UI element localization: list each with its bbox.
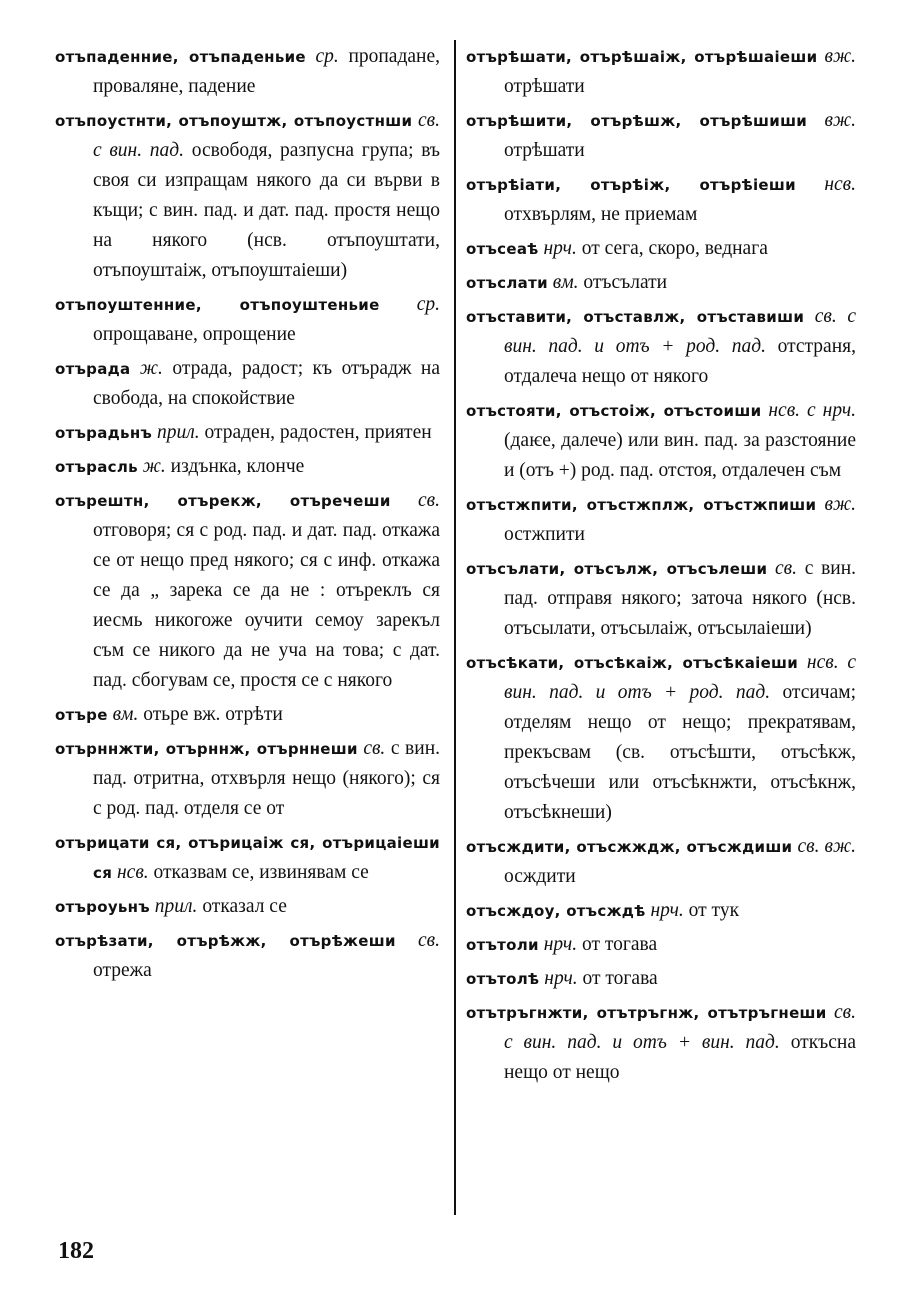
entry-headword: отъстояти, отъстоіж, отъстоиши xyxy=(466,402,762,420)
entry-definition: опрощаване, опрощение xyxy=(93,324,296,345)
entry-headword: отърадьнъ xyxy=(55,424,153,442)
entry-definition: издънка, клонче xyxy=(170,456,305,477)
entry-grammar: нрч. xyxy=(543,934,578,955)
entry-headword: отъпаденние, отъпаденьие xyxy=(55,48,306,66)
entry-definition: освободя, разпусна група; въ своя си изпращам някого да си върви в къщи; с вин. пад. и дат. пад. простя нещо на някого (нсв. отъпоуштати, отъпоуштаіж, отъпоуштаіеши) xyxy=(93,140,441,281)
entry-definition: отраден, радостен, приятен xyxy=(204,422,432,443)
dictionary-entry xyxy=(55,486,440,696)
entry-headword: отъстжпити, отъстжплж, отъстжпиши xyxy=(466,496,817,514)
entry-definition: остжпити xyxy=(504,524,585,545)
entry-grammar: св. с вин. пад. и отъ + род. пад. xyxy=(504,306,857,357)
dictionary-entry xyxy=(55,354,440,414)
dictionary-entry xyxy=(466,42,856,102)
dictionary-entry xyxy=(466,170,856,230)
entry-headword: отъроуьнъ xyxy=(55,898,150,916)
dictionary-entry xyxy=(55,290,440,350)
entry-definition: отрѣшати xyxy=(504,76,585,97)
entry-headword: отъставити, отъставлж, отъставиши xyxy=(466,308,805,326)
dictionary-entry xyxy=(466,832,856,892)
entry-headword: отърѣшати, отърѣшаіж, отърѣшаіеши xyxy=(466,48,818,66)
column-divider xyxy=(454,40,456,1215)
page-number: 182 xyxy=(58,1238,94,1264)
entry-grammar: вм. xyxy=(112,704,139,725)
entry-definition: с вин. пад. отправя някого; заточа някого (нсв. отъсылати, отъсылаіж, отъсылаіеши) xyxy=(504,558,857,639)
entry-headword: отърештн, отърекж, отъречеши xyxy=(55,492,391,510)
dictionary-entry xyxy=(466,930,856,960)
entry-definition: от тук xyxy=(688,900,740,921)
dictionary-entry xyxy=(55,42,440,102)
dictionary-entry xyxy=(466,998,856,1088)
dictionary-entry xyxy=(55,106,440,286)
entry-definition: с вин. пад. отритна, отхвърля нещо (някого); ся с род. пад. отделя се от xyxy=(93,738,441,819)
entry-headword: отъре xyxy=(55,706,108,724)
entry-headword: отътоли xyxy=(466,936,539,954)
entry-grammar: нсв. xyxy=(824,174,856,195)
dictionary-entry xyxy=(55,734,440,824)
entry-headword: отъслати xyxy=(466,274,548,292)
entry-grammar: нрч. xyxy=(543,238,577,259)
dictionary-entry xyxy=(466,490,856,550)
entry-grammar: прил. xyxy=(154,896,198,917)
entry-grammar: св. с вин. пад. xyxy=(93,110,440,161)
entry-grammar: нсв. xyxy=(117,862,149,883)
entry-definition: отговоря; ся с род. пад. и дат. пад. откажа се от нещо пред някого; ся с инф. откажа се да „ зарека се да не : отърeклъ ся иесмь никогоже оучити семоу зарекъл съм се никого да не уча на това; с дат. пад. сбогувам се, простя се с някого xyxy=(93,520,440,691)
entry-grammar: прил. xyxy=(156,422,200,443)
entry-definition: осждити xyxy=(504,866,576,887)
entry-definition: от сега, скоро, веднага xyxy=(581,238,768,259)
entry-headword: отъпоустнти, отъпоуштж, отъпоустнши xyxy=(55,112,413,130)
dictionary-entry xyxy=(466,234,856,264)
entry-headword: отъсеаѣ xyxy=(466,240,539,258)
entry-definition: отрѣшати xyxy=(504,140,585,161)
dictionary-entry xyxy=(55,418,440,448)
entry-headword: отъсждоу, отъсждѣ xyxy=(466,902,646,920)
entry-headword: отърада xyxy=(55,360,131,378)
entry-grammar: нрч. xyxy=(544,968,578,989)
entry-definition: пропадане, проваляне, падение xyxy=(93,46,441,97)
dictionary-entry xyxy=(55,452,440,482)
entry-grammar: ж. xyxy=(142,456,166,477)
entry-definition: (даѥе, далече) или вин. пад. за разстояние и (отъ +) род. пад. отстоя, отдалечен съм xyxy=(504,430,856,481)
entry-grammar: св. xyxy=(418,930,440,951)
entry-grammar: ср. xyxy=(416,294,441,315)
dictionary-entry xyxy=(466,106,856,166)
entry-grammar: св. вж. xyxy=(797,836,856,857)
dictionary-entry xyxy=(466,964,856,994)
entry-headword: отърѣіати, отърѣіж, отърѣіеши xyxy=(466,176,796,194)
dictionary-entry xyxy=(466,648,856,828)
dictionary-entry xyxy=(55,892,440,922)
entry-definition: отъсълати xyxy=(583,272,668,293)
entry-grammar: нрч. xyxy=(650,900,684,921)
dictionary-entry xyxy=(466,896,856,926)
entry-grammar: св. с вин. пад. и отъ + вин. пад. xyxy=(504,1002,856,1053)
entry-headword: отърицати ся, отърицаіж ся, отърицаіеши ся xyxy=(55,834,440,882)
entry-grammar: вж. xyxy=(824,110,857,131)
entry-headword: отъсѣкати, отъсѣкаіж, отъсѣкаіеши xyxy=(466,654,799,672)
dictionary-entry xyxy=(466,396,856,486)
entry-definition: отхвърлям, не приемам xyxy=(504,204,698,225)
entry-definition: от тогава xyxy=(582,968,658,989)
entry-grammar: св. xyxy=(775,558,798,579)
dictionary-entry xyxy=(466,302,856,392)
entry-definition: отсичам; отделям нещо от нещо; прекратявам, прекъсвам (св. отъсѣшти, отъсѣкж, отъсѣчеши или отъсѣкнжти, отъсѣкнж, отъсѣкнеши) xyxy=(504,682,857,823)
entry-headword: отърѣшити, отърѣшж, отърѣшиши xyxy=(466,112,808,130)
entry-grammar: вж. xyxy=(824,46,856,67)
entry-definition: отрежа xyxy=(93,960,152,981)
dictionary-entry xyxy=(55,926,440,986)
entry-headword: отърннжти, отърннж, отърннеши xyxy=(55,740,358,758)
entry-grammar: ж. xyxy=(139,358,163,379)
entry-grammar: св. xyxy=(363,738,386,759)
entry-grammar: вм. xyxy=(552,272,579,293)
entry-definition: отстраня, отдалеча нещо от някого xyxy=(504,336,856,387)
entry-grammar: вж. xyxy=(824,494,856,515)
entry-grammar: нсв. с нрч. xyxy=(768,400,856,421)
entry-headword: отътолѣ xyxy=(466,970,540,988)
entry-headword: отъсждити, отъсжждж, отъсждиши xyxy=(466,838,793,856)
entry-grammar: нсв. с вин. пад. и отъ + род. пад. xyxy=(504,652,857,703)
dictionary-entry xyxy=(55,700,440,730)
dictionary-entry xyxy=(466,554,856,644)
entry-definition: отказвам се, извинявам се xyxy=(153,862,369,883)
entry-headword: отърѣзати, отърѣжж, отърѣжеши xyxy=(55,932,396,950)
dictionary-entry xyxy=(466,268,856,298)
right-column xyxy=(466,42,856,1092)
entry-headword: отърасль xyxy=(55,458,138,476)
entry-headword: отъпоуштенние, отъпоуштеньие xyxy=(55,296,380,314)
left-column xyxy=(55,42,440,990)
dictionary-entry xyxy=(55,828,440,888)
entry-headword: отъсълати, отъсълж, отъсълеши xyxy=(466,560,768,578)
entry-definition: отрада, радост; къ отърадж на свобода, на спокойствие xyxy=(93,358,441,409)
entry-definition: откъсна нещо от нещо xyxy=(504,1032,857,1083)
entry-grammar: ср. xyxy=(315,46,339,67)
entry-grammar: св. xyxy=(418,490,441,511)
entry-definition: отказал се xyxy=(202,896,287,917)
entry-definition: от тогава xyxy=(581,934,658,955)
entry-definition: отьре вж. отрѣти xyxy=(143,704,283,725)
entry-headword: отътръгнжти, отътръгнж, отътръгнеши xyxy=(466,1004,827,1022)
